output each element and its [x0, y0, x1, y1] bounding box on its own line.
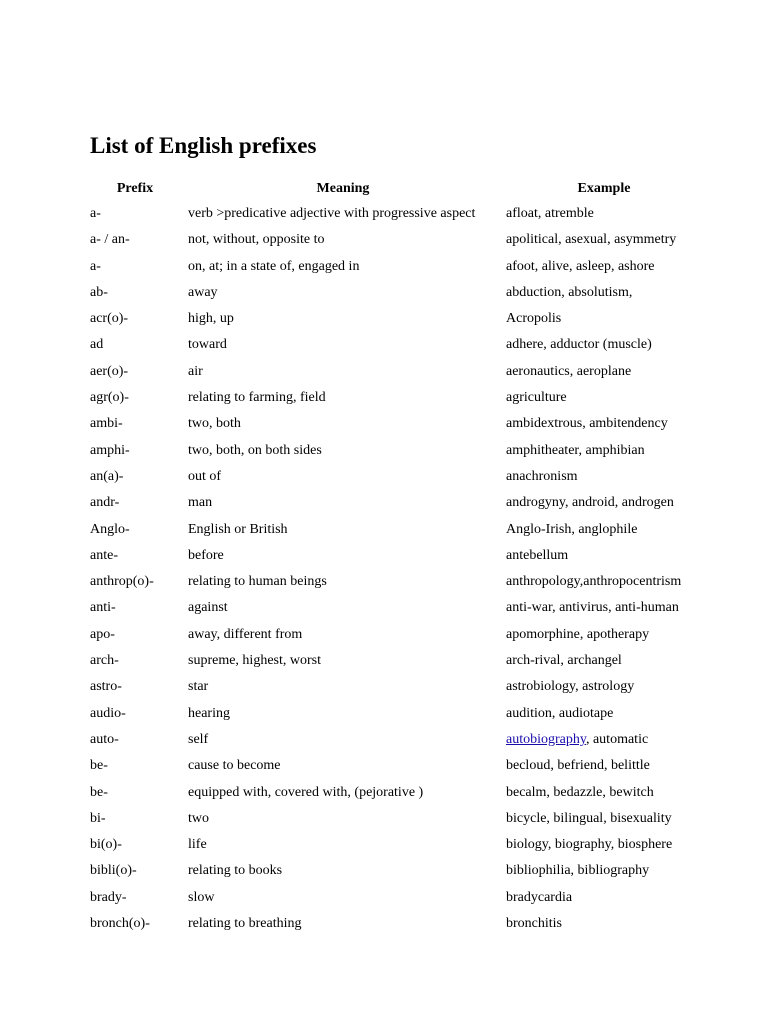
meaning-cell: before: [188, 547, 224, 563]
table-row: [86, 780, 706, 806]
table-row: [86, 227, 706, 253]
example-cell: bradycardia: [506, 889, 573, 905]
prefix-cell: anti-: [90, 600, 116, 616]
example-cell: bicycle, bilingual, bisexuality: [506, 810, 672, 826]
table-row: [86, 385, 706, 411]
meaning-cell: relating to farming, field: [188, 390, 326, 406]
meaning-cell: air: [188, 363, 203, 379]
meaning-cell: relating to human beings: [188, 574, 327, 590]
meaning-cell: equipped with, covered with, (pejorative ): [188, 784, 424, 800]
table-row: [86, 490, 706, 516]
table-row: [86, 858, 706, 884]
table-row: [86, 806, 706, 832]
example-cell: anachronism: [506, 468, 578, 484]
example-cell: ambidextrous, ambitendency: [506, 416, 668, 432]
meaning-cell: out of: [188, 468, 222, 484]
example-cell: afloat, atremble: [506, 206, 594, 221]
example-cell: [502, 727, 706, 753]
meaning-cell: man: [188, 495, 213, 511]
column-header-example: Example: [577, 181, 631, 196]
table-row: [86, 464, 706, 490]
meaning-cell: not, without, opposite to: [188, 232, 325, 248]
prefix-cell: apo-: [90, 626, 115, 642]
table-row: [86, 911, 706, 937]
meaning-cell: cause to become: [188, 758, 281, 774]
table-row: [86, 595, 706, 621]
example-cell: adhere, adductor (muscle): [506, 337, 652, 353]
table-row: [86, 254, 706, 280]
prefix-cell: anthrop(o)-: [90, 574, 154, 590]
prefix-cell: bi-: [90, 810, 106, 826]
example-cell: biology, biography, biosphere: [506, 837, 673, 853]
table-row: [86, 517, 706, 543]
table-row: [86, 569, 706, 595]
example-cell: aeronautics, aeroplane: [506, 363, 632, 379]
example-link[interactable]: autobiography: [506, 731, 586, 747]
example-cell: Acropolis: [506, 311, 562, 327]
table-row: [86, 832, 706, 858]
example-text: , automatic: [585, 731, 649, 747]
prefix-cell: a-: [90, 258, 101, 274]
meaning-cell: relating to books: [188, 863, 283, 879]
prefix-cell: aer(o)-: [90, 363, 129, 379]
prefix-cell: a- / an-: [90, 232, 130, 248]
prefix-cell: acr(o)-: [90, 311, 129, 327]
prefix-table: [86, 177, 706, 937]
example-cell: bronchitis: [506, 916, 562, 932]
example-cell: apolitical, asexual, asymmetry: [506, 232, 677, 248]
prefix-cell: be-: [90, 784, 108, 800]
table-row: [86, 280, 706, 306]
table-row: [86, 306, 706, 332]
table-row: [86, 753, 706, 779]
meaning-cell: self: [188, 731, 209, 747]
table-body: [86, 201, 706, 937]
meaning-cell: away, different from: [188, 626, 303, 642]
example-cell: afoot, alive, asleep, ashore: [506, 258, 655, 274]
table-row: [86, 622, 706, 648]
table-header-row: [86, 177, 706, 201]
prefix-cell: be-: [90, 758, 108, 774]
meaning-cell: two, both: [188, 416, 241, 432]
example-cell: apomorphine, apotherapy: [506, 626, 650, 642]
table-row: [86, 648, 706, 674]
meaning-cell: star: [188, 679, 209, 695]
prefix-cell: arch-: [90, 653, 119, 669]
example-cell: bibliophilia, bibliography: [506, 863, 650, 879]
table-row: [86, 885, 706, 911]
meaning-cell: two: [188, 810, 209, 826]
meaning-cell: toward: [188, 337, 227, 353]
table-row: [86, 201, 706, 227]
column-header-meaning: Meaning: [316, 181, 370, 196]
prefix-cell: bi(o)-: [90, 837, 122, 853]
prefix-cell: Anglo-: [90, 521, 130, 537]
prefix-cell: amphi-: [90, 442, 130, 458]
table-row: [86, 332, 706, 358]
example-cell: arch-rival, archangel: [506, 653, 622, 669]
meaning-cell: high, up: [188, 311, 234, 327]
example-cell: becalm, bedazzle, bewitch: [506, 784, 654, 800]
example-cell: astrobiology, astrology: [506, 679, 635, 695]
example-cell: amphitheater, amphibian: [506, 442, 645, 458]
prefix-cell: bronch(o)-: [90, 916, 150, 932]
prefix-cell: ambi-: [90, 416, 123, 432]
example-cell: becloud, befriend, belittle: [506, 758, 650, 774]
meaning-cell: hearing: [188, 705, 230, 721]
prefix-cell: a-: [90, 206, 101, 221]
prefix-cell: ad: [90, 337, 104, 353]
meaning-cell: slow: [188, 889, 215, 905]
meaning-cell: life: [188, 837, 207, 853]
meaning-cell: against: [188, 600, 228, 616]
column-header-prefix: Prefix: [116, 181, 154, 196]
prefix-cell: andr-: [90, 495, 120, 511]
meaning-cell: two, both, on both sides: [188, 442, 322, 458]
prefix-cell: auto-: [90, 731, 119, 747]
table-row: [86, 543, 706, 569]
meaning-cell: English or British: [188, 521, 288, 537]
meaning-cell: away: [188, 284, 218, 300]
example-cell: androgyny, android, androgen: [506, 495, 674, 511]
prefix-cell: bibli(o)-: [90, 863, 137, 879]
example-cell: abduction, absolutism,: [506, 284, 633, 300]
prefix-cell: brady-: [90, 889, 127, 905]
meaning-cell: on, at; in a state of, engaged in: [188, 258, 360, 274]
example-cell: audition, audiotape: [506, 705, 614, 721]
table-row: [86, 701, 706, 727]
prefix-cell: ab-: [90, 284, 108, 300]
table-row: [86, 727, 706, 753]
prefix-cell: an(a)-: [90, 468, 124, 484]
example-cell: anti-war, antivirus, anti-human: [506, 600, 679, 616]
example-cell: Anglo-Irish, anglophile: [506, 521, 638, 537]
meaning-cell: relating to breathing: [188, 916, 302, 932]
meaning-cell: verb >predicative adjective with progressive aspect: [188, 206, 476, 221]
page-title: List of English prefixes: [90, 133, 317, 158]
table-row: [86, 438, 706, 464]
table-row: [86, 411, 706, 437]
prefix-cell: agr(o)-: [90, 390, 129, 406]
meaning-cell: supreme, highest, worst: [188, 653, 321, 669]
prefix-cell: audio-: [90, 705, 126, 721]
prefix-cell: astro-: [90, 679, 122, 695]
example-cell: antebellum: [506, 547, 569, 563]
prefix-cell: ante-: [90, 547, 118, 563]
example-cell: agriculture: [506, 390, 567, 406]
example-cell: anthropology,anthropocentrism: [506, 574, 682, 590]
table-row: [86, 359, 706, 385]
table-row: [86, 674, 706, 700]
